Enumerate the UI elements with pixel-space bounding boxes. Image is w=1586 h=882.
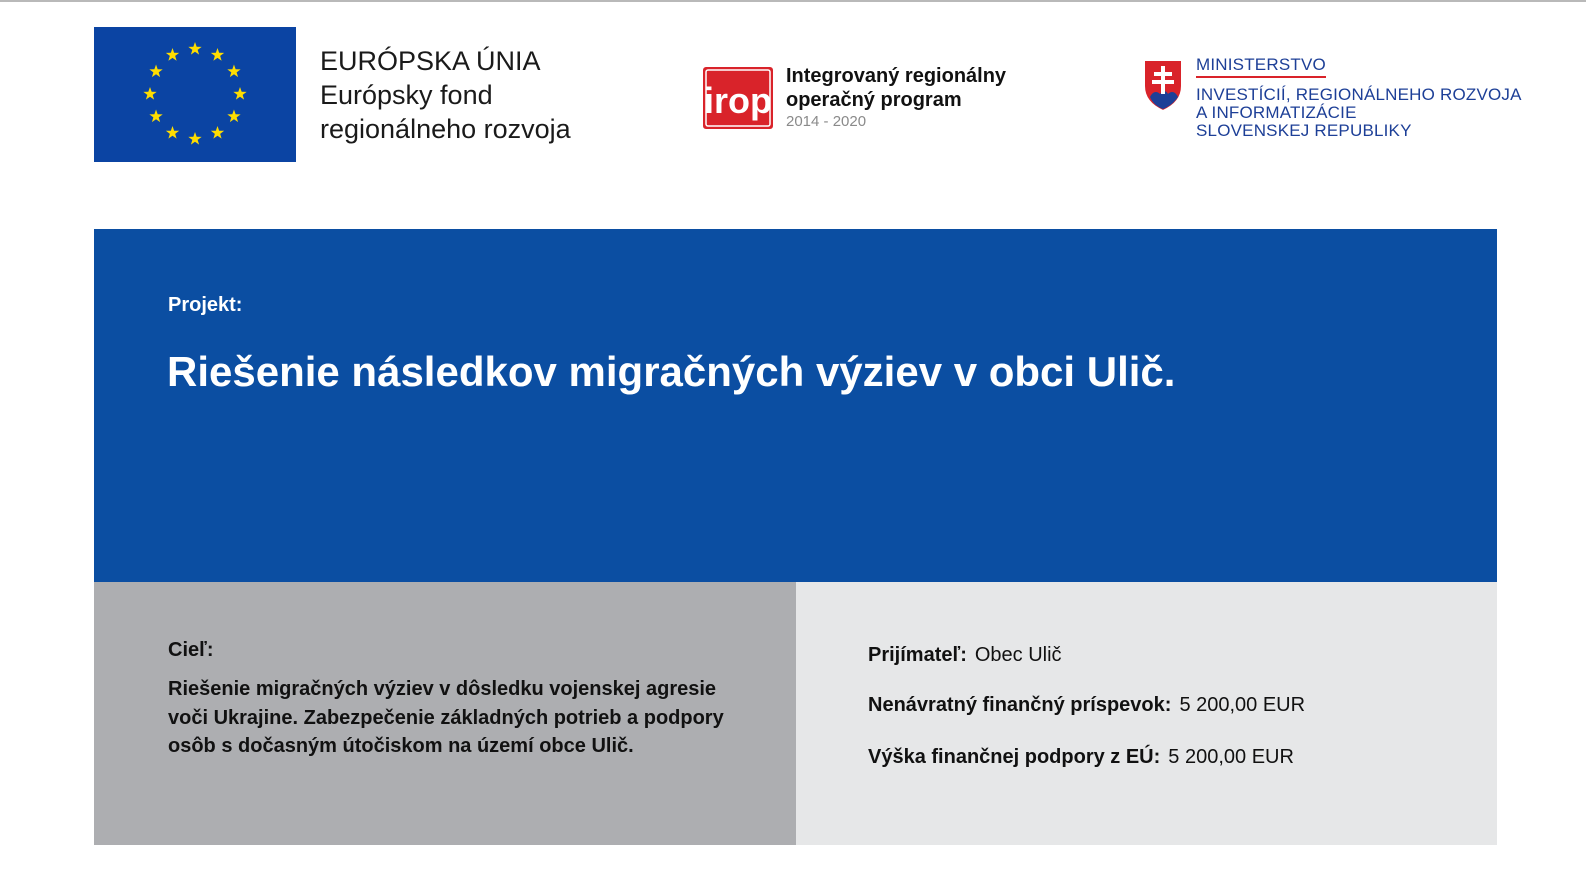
eu-star-icon	[233, 87, 246, 100]
eu-star-icon	[227, 65, 240, 78]
eu-star-icon	[188, 132, 201, 145]
eu-fund-text	[320, 44, 571, 146]
goal-label: Cieľ:	[168, 639, 214, 661]
slovak-coat-of-arms-icon	[1142, 58, 1184, 112]
eu-star-icon	[166, 48, 179, 61]
eu-star-icon	[227, 110, 240, 123]
irop-logo-icon	[703, 67, 773, 129]
goal-text: Riešenie migračných výziev v dôsledku vojenskej agresie voči Ukrajine. Zabezpečenie základných potrieb a podpory osôb s dočasným útočiskom na území obce Ulič.	[168, 678, 724, 757]
eu-star-icon	[149, 65, 162, 78]
recipient-label: Prijímateľ:	[868, 644, 967, 666]
eu-line-3: regionálneho rozvoja	[320, 114, 571, 144]
grant-label: Nenávratný finančný príspevok:	[868, 694, 1172, 716]
recipient-value: Obec Ulič	[974, 644, 1062, 666]
ministry-title: MINISTERSTVO	[1196, 56, 1326, 78]
goal-panel	[94, 582, 796, 845]
info-panel	[796, 582, 1497, 845]
project-label: Projekt:	[168, 294, 243, 316]
irop-line-2: operačný program	[786, 89, 962, 111]
ministry-line-1: INVESTÍCIÍ, REGIONÁLNEHO ROZVOJA	[1196, 85, 1522, 104]
grant-row	[868, 693, 1305, 717]
top-divider	[0, 0, 1586, 2]
irop-years: 2014 - 2020	[786, 113, 867, 130]
irop-logo-text: irop	[704, 80, 772, 121]
eu-star-icon	[143, 87, 156, 100]
grant-value: 5 200,00 EUR	[1179, 694, 1306, 716]
project-title: Riešenie následkov migračných výziev v obci Ulič.	[167, 348, 1176, 395]
eu-support-label: Výška finančnej podpory z EÚ:	[868, 746, 1161, 768]
eu-line-1: EURÓPSKA ÚNIA	[320, 46, 541, 76]
recipient-row	[868, 643, 1062, 667]
ministry-line-3: SLOVENSKEJ REPUBLIKY	[1196, 121, 1412, 140]
eu-star-icon	[211, 126, 224, 139]
eu-flag-icon	[94, 27, 296, 162]
irop-program-text	[786, 64, 1006, 132]
eu-line-2: Európsky fond	[320, 80, 493, 110]
ministry-text	[1196, 56, 1522, 140]
irop-line-1: Integrovaný regionálny	[786, 65, 1007, 87]
ministry-line-2: A INFORMATIZÁCIE	[1196, 103, 1357, 122]
eu-star-icon	[188, 42, 201, 55]
eu-star-icon	[149, 110, 162, 123]
eu-support-row	[868, 745, 1294, 769]
eu-support-value: 5 200,00 EUR	[1168, 746, 1294, 768]
project-banner	[94, 229, 1497, 582]
eu-star-icon	[211, 48, 224, 61]
eu-star-icon	[166, 126, 179, 139]
